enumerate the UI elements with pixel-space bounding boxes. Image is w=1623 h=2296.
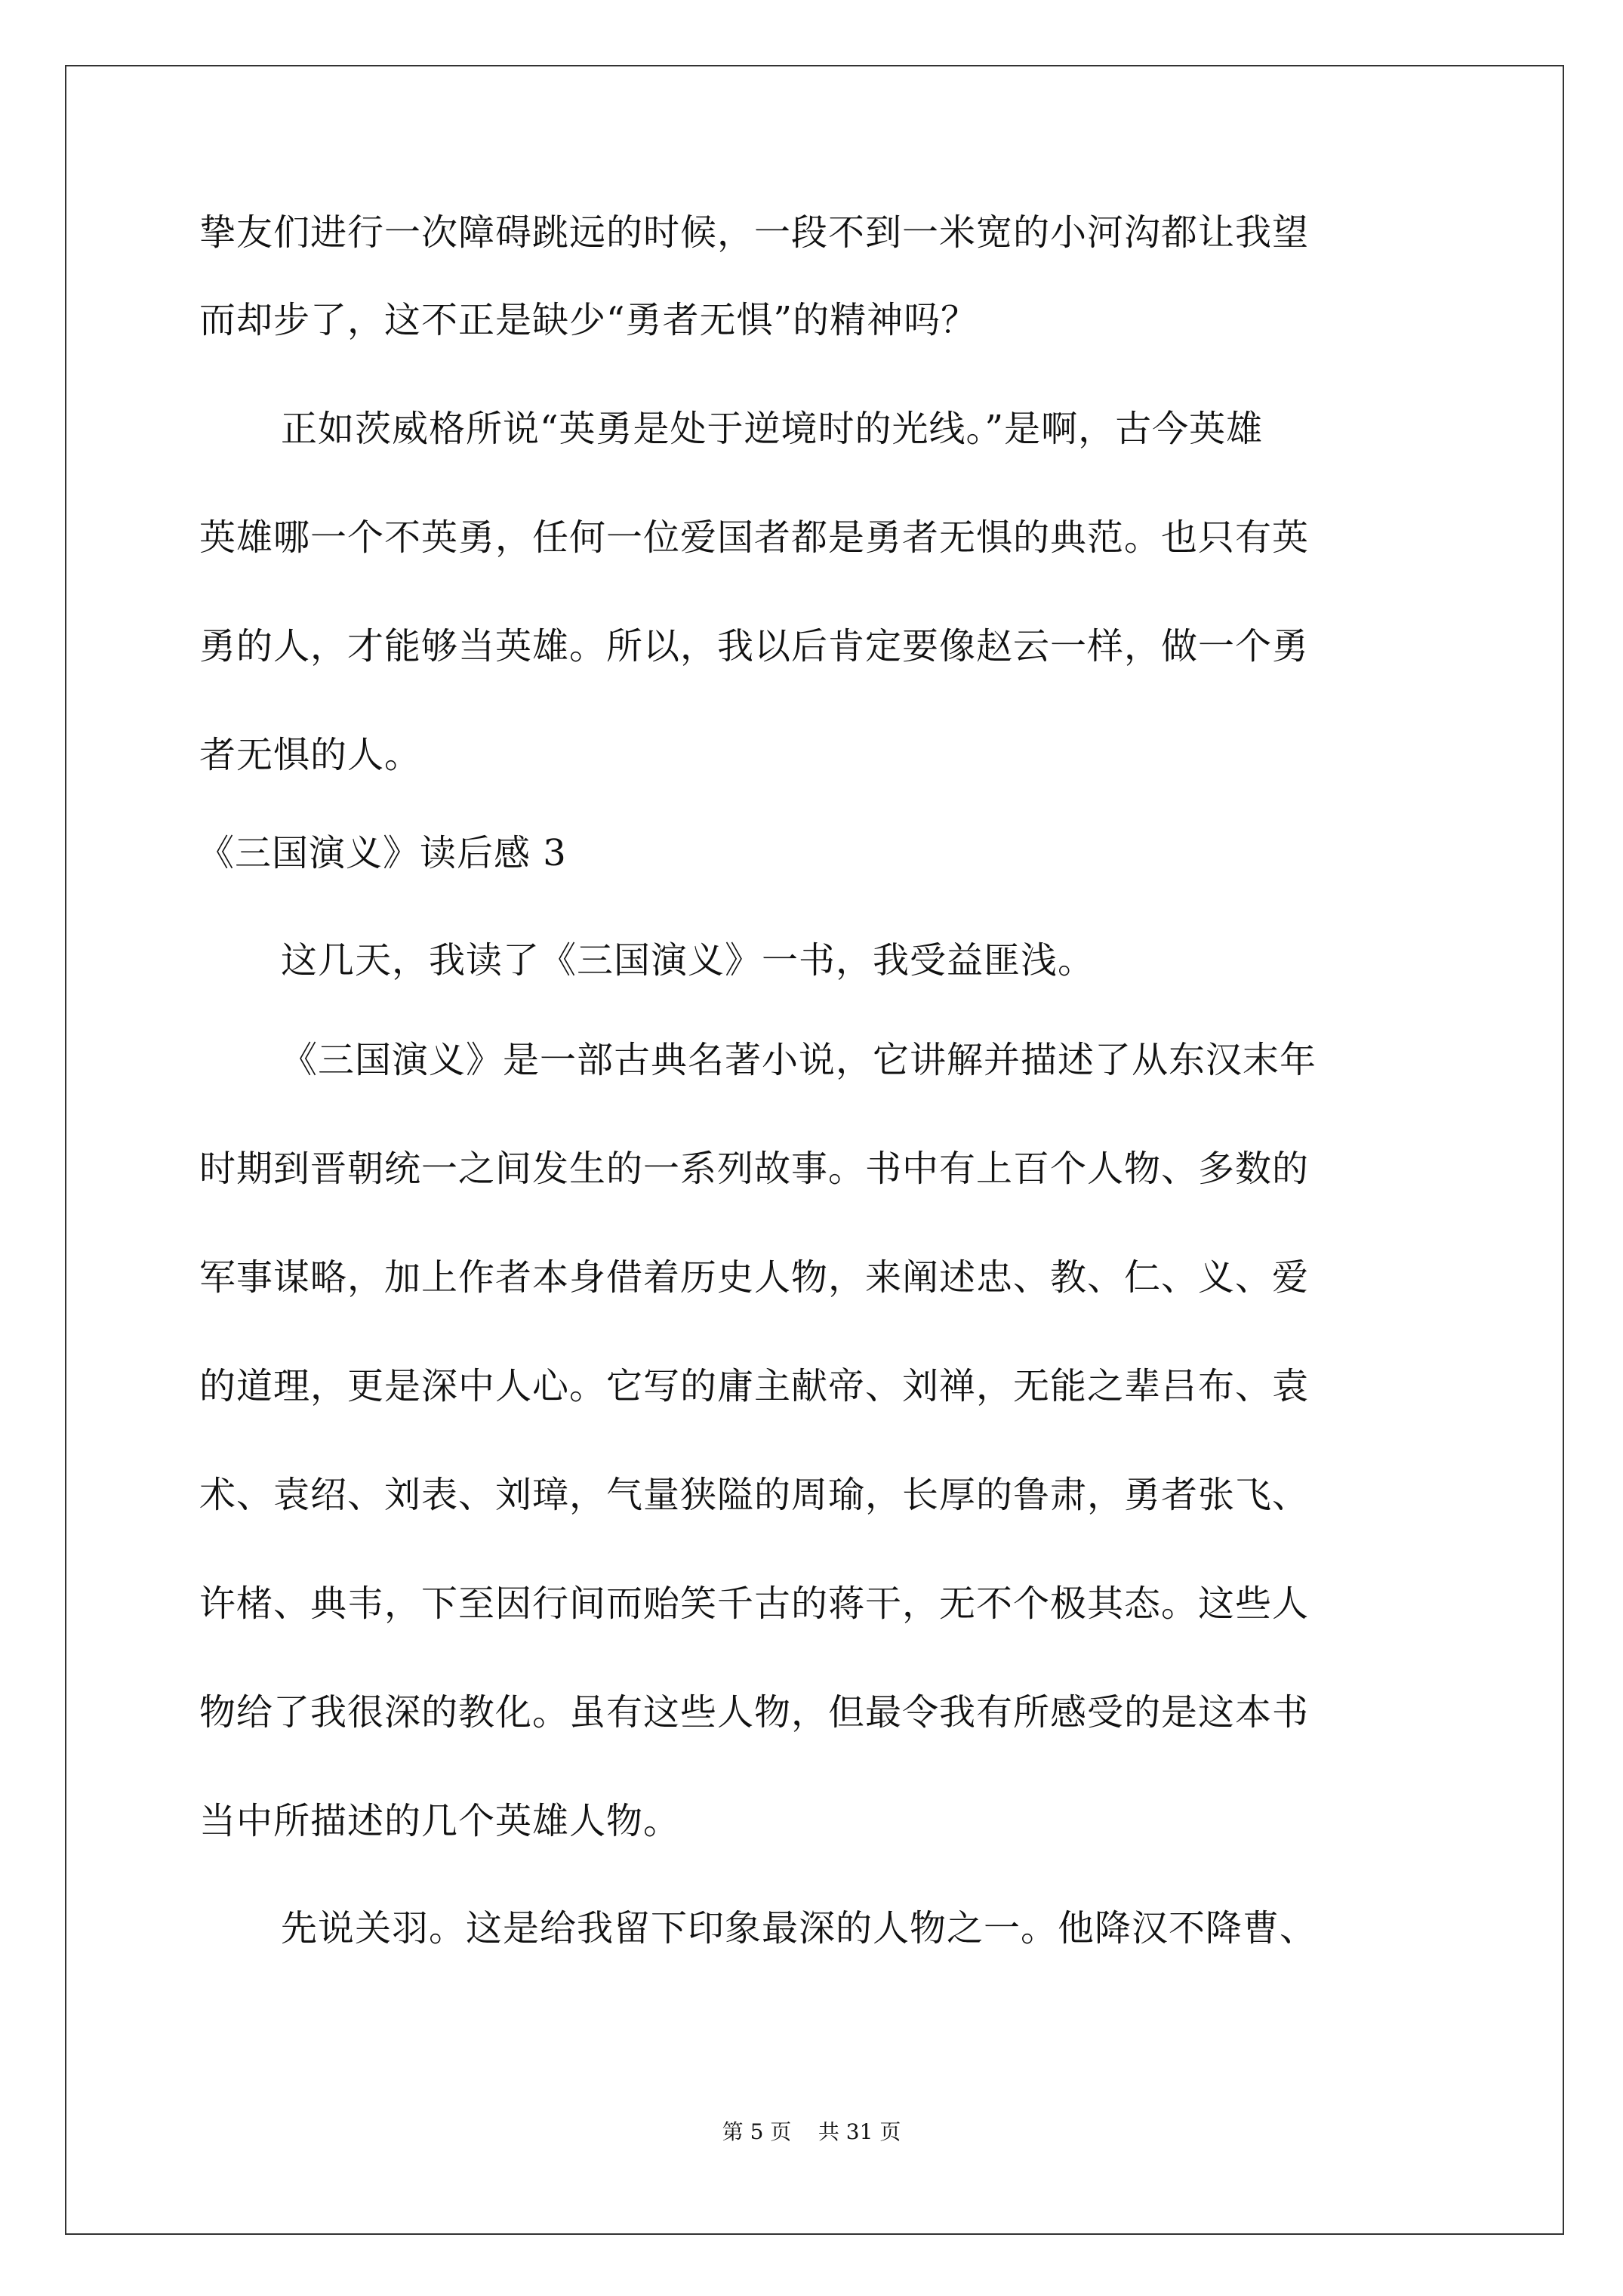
text-line: 英雄哪一个不英勇，任何一位爱国者都是勇者无惧的典范。也只有英 — [199, 516, 1310, 559]
text-line: 当中所描述的几个英雄人物。 — [199, 1800, 681, 1842]
paragraph-first-line: 《三国演义》是一部古典名著小说，它讲解并描述了从东汉末年 — [281, 1039, 1317, 1081]
paragraph-first-line: 先说关羽。这是给我留下印象最深的人物之一。他降汉不降曹、 — [281, 1907, 1317, 1949]
text-line: 术、袁绍、刘表、刘璋，气量狭隘的周瑜，长厚的鲁肃，勇者张飞、 — [199, 1474, 1310, 1516]
text-line: 者无惧的人。 — [199, 734, 422, 776]
paragraph-first-line: 这几天，我读了《三国演义》一书，我受益匪浅。 — [281, 939, 1095, 982]
text-line: 的道理，更是深中人心。它写的庸主献帝、刘禅，无能之辈吕布、袁 — [199, 1365, 1310, 1407]
text-line: 物给了我很深的教化。虽有这些人物，但最令我有所感受的是这本书 — [199, 1691, 1310, 1734]
text-line: 军事谋略，加上作者本身借着历史人物，来阐述忠、教、仁、义、爱 — [199, 1256, 1310, 1299]
text-line: 挚友们进行一次障碍跳远的时候，一段不到一米宽的小河沟都让我望 — [199, 211, 1310, 254]
text-line: 勇的人，才能够当英雄。所以，我以后肯定要像赵云一样，做一个勇 — [199, 625, 1310, 667]
paragraph-first-line: 正如茨威格所说“英勇是处于逆境时的光线。”是啊，古今英雄 — [281, 408, 1264, 450]
text-line: 时期到晋朝统一之间发生的一系列故事。书中有上百个人物、多数的 — [199, 1148, 1310, 1190]
section-title: 《三国演义》读后感 3 — [198, 832, 567, 874]
text-line: 而却步了，这不正是缺少“勇者无惧”的精神吗？ — [199, 299, 978, 341]
page-number-footer: 第 5 页 共 31 页 — [722, 2119, 901, 2144]
text-line: 许楮、典韦，下至因行间而贻笑千古的蒋干，无不个极其态。这些人 — [199, 1583, 1310, 1625]
